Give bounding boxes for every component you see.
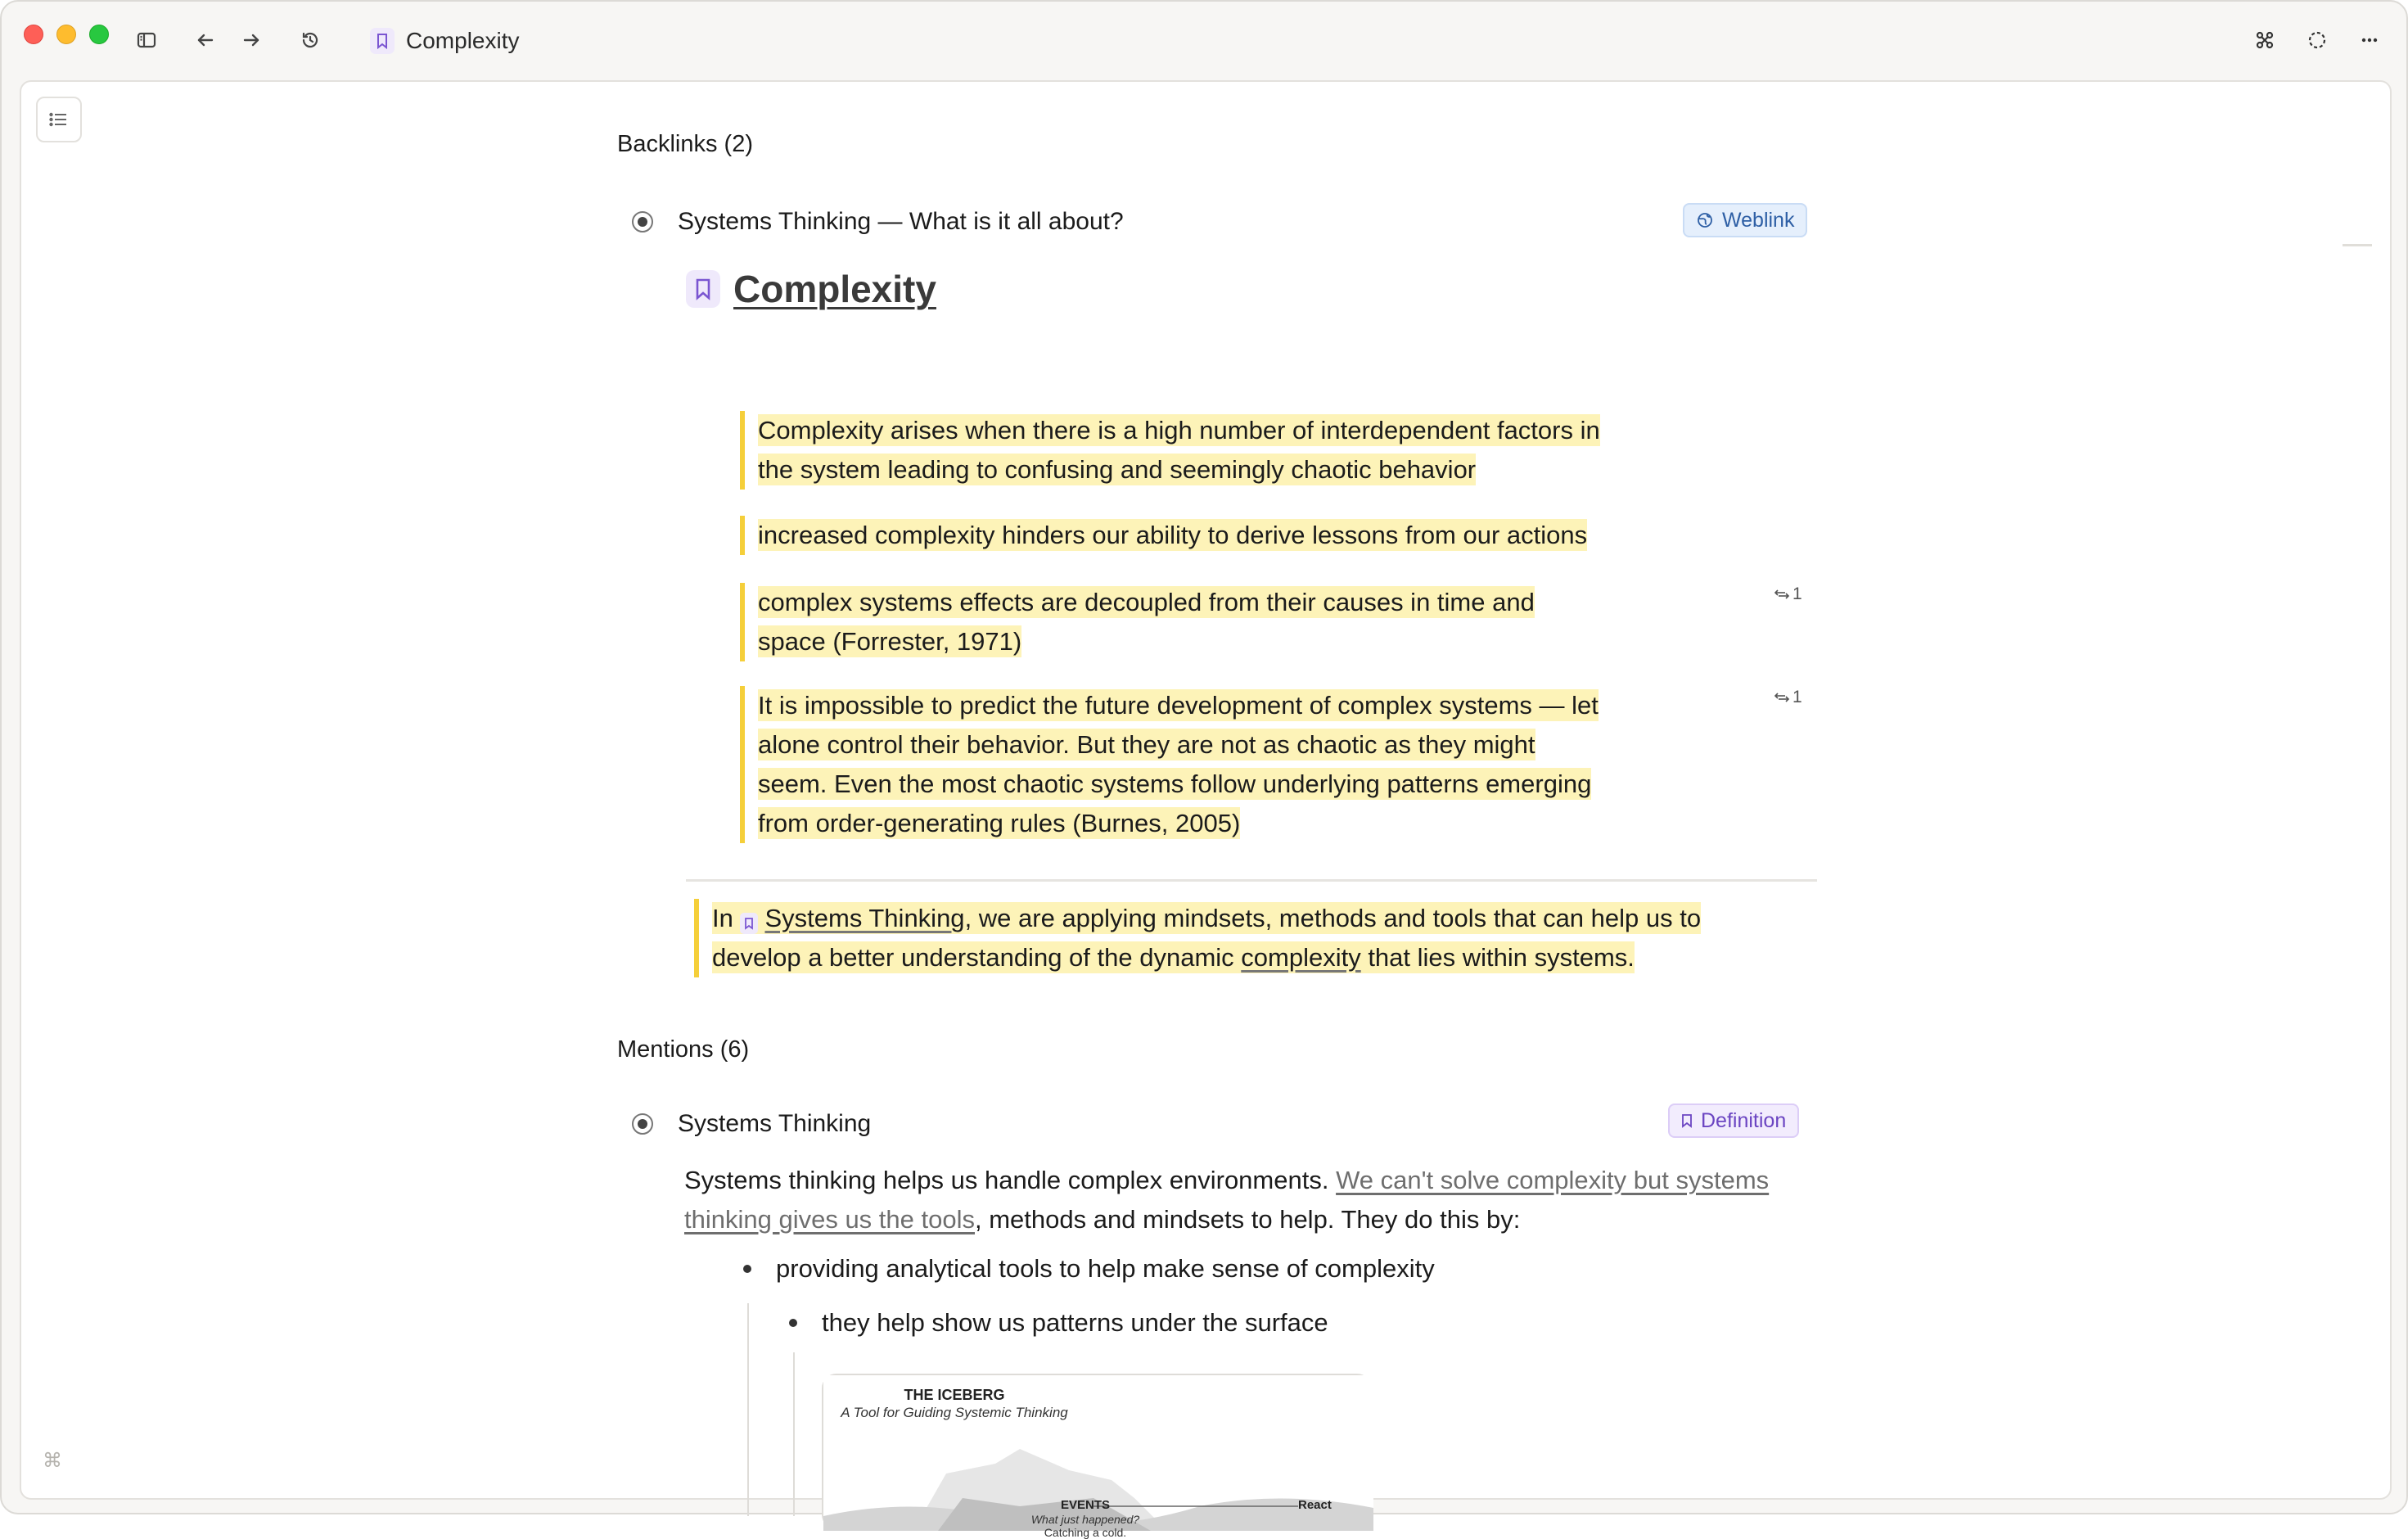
globe-icon	[1696, 211, 1714, 229]
indent-guide	[747, 1303, 749, 1516]
command-shortcut-icon[interactable]: ⌘	[43, 1450, 62, 1472]
history-icon[interactable]	[296, 26, 324, 54]
bookmark-icon	[1681, 1113, 1693, 1128]
iceberg-title: THE ICEBERG	[904, 1387, 1005, 1403]
mention-text-start: Systems thinking helps us handle complex environments.	[684, 1166, 1337, 1194]
weblink-tag-label: Weblink	[1722, 208, 1795, 232]
complexity-link[interactable]: complexity	[1241, 943, 1361, 972]
reference-count-value: 1	[1792, 584, 1802, 603]
highlight-block[interactable]	[740, 411, 1608, 490]
document-panel	[20, 80, 2392, 1539]
iceberg-action: React	[1298, 1498, 1332, 1512]
reference-divider	[686, 879, 1817, 882]
bookmark-icon	[370, 28, 395, 54]
backlink-arrows-icon	[1774, 692, 1789, 703]
table-of-contents-button[interactable]	[36, 97, 82, 142]
reference-title[interactable]: Systems Thinking — What is it all about?	[678, 208, 1124, 235]
mention-text-end: , methods and mindsets to help. They do this by:	[975, 1205, 1521, 1234]
highlight-text: increased complexity hinders our ability to derive lessons from our actions	[758, 521, 1588, 549]
document-title[interactable]	[370, 26, 519, 56]
highlight-block[interactable]	[740, 583, 1608, 661]
indent-guide	[793, 1352, 795, 1516]
more-icon[interactable]	[2356, 26, 2383, 54]
list-item-text: providing analytical tools to help make sense of complexity	[776, 1254, 1435, 1283]
highlight-text: complex systems effects are decoupled from their causes in time and space (Forrester, 1971)	[758, 588, 1535, 656]
mentions-heading: Mentions (6)	[617, 1036, 750, 1063]
weblink-tag[interactable]	[1683, 203, 1807, 237]
definition-tag-label: Definition	[1701, 1108, 1787, 1132]
title-bar	[2, 2, 2406, 80]
backlink-suffix: that lies within systems.	[1360, 943, 1635, 972]
linked-page-title-text: Complexity	[733, 268, 936, 310]
iceberg-level-label: EVENTS	[1060, 1498, 1110, 1512]
reference-title[interactable]: Systems Thinking	[678, 1110, 872, 1137]
mention-external-link[interactable]: We can't solve complexity but systems thinking gives us the tools	[684, 1166, 1770, 1234]
document-title-text: Complexity	[406, 28, 520, 53]
iceberg-level-question: What just happened?	[1030, 1513, 1140, 1526]
highlight-block[interactable]	[694, 899, 1709, 977]
reference-bullet-icon[interactable]	[632, 211, 653, 232]
mention-ref-row[interactable]	[606, 1110, 871, 1138]
highlight-block[interactable]	[740, 516, 1608, 555]
backlinks-heading: Backlinks (2)	[617, 131, 753, 157]
backlink-prefix: In	[712, 904, 741, 932]
backlink-arrows-icon	[1774, 589, 1789, 600]
list-icon	[49, 111, 69, 128]
sync-icon[interactable]	[2303, 26, 2331, 54]
highlight-block[interactable]	[740, 686, 1608, 843]
reference-count[interactable]	[1774, 584, 1802, 604]
back-arrow-icon[interactable]	[192, 26, 219, 54]
zoom-window-button[interactable]	[89, 25, 109, 44]
list-item	[789, 1308, 1328, 1338]
forward-arrow-icon[interactable]	[237, 26, 265, 54]
iceberg-subtitle: A Tool for Guiding Systemic Thinking	[841, 1405, 1068, 1420]
backlink-ref-row[interactable]	[606, 208, 1124, 236]
mention-paragraph	[684, 1161, 1847, 1239]
bullet-dot-icon[interactable]	[743, 1265, 751, 1273]
sidebar-toggle-icon[interactable]	[133, 26, 160, 54]
list-item-text: they help show us patterns under the surface	[822, 1308, 1328, 1337]
highlight-text: Complexity arises when there is a high number of interdependent factors in the system leading to confusing and seemingly chaotic behavior	[758, 416, 1600, 484]
bookmark-icon	[686, 270, 720, 308]
systems-thinking-link[interactable]: Systems Thinking	[764, 904, 965, 932]
highlight-text: It is impossible to predict the future development of complex systems — let alone control their behavior. But they are not as chaotic as they might seem. Even the most chaotic systems follow underlying patterns emerging from order-generating rules (Burnes, 2005)	[758, 691, 1599, 837]
iceberg-image[interactable]	[822, 1374, 1372, 1539]
reference-count[interactable]	[1774, 688, 1802, 707]
backlink-middle-text: , we are applying mindsets, methods and tools that can help us to develop a better understanding of the dynamic	[712, 904, 1702, 972]
definition-tag[interactable]	[1668, 1103, 1799, 1138]
reference-count-value: 1	[1792, 688, 1802, 706]
iceberg-level-example: Catching a cold.	[1044, 1526, 1127, 1539]
reference-bullet-icon[interactable]	[632, 1113, 653, 1135]
close-window-button[interactable]	[24, 25, 43, 44]
linked-page-title[interactable]	[686, 267, 936, 311]
scroll-indicator[interactable]	[2343, 244, 2372, 246]
minimize-window-button[interactable]	[56, 25, 76, 44]
bullet-dot-icon[interactable]	[789, 1319, 797, 1327]
graph-icon[interactable]	[2251, 26, 2279, 54]
list-item	[743, 1254, 1435, 1284]
bookmark-icon	[740, 913, 758, 934]
